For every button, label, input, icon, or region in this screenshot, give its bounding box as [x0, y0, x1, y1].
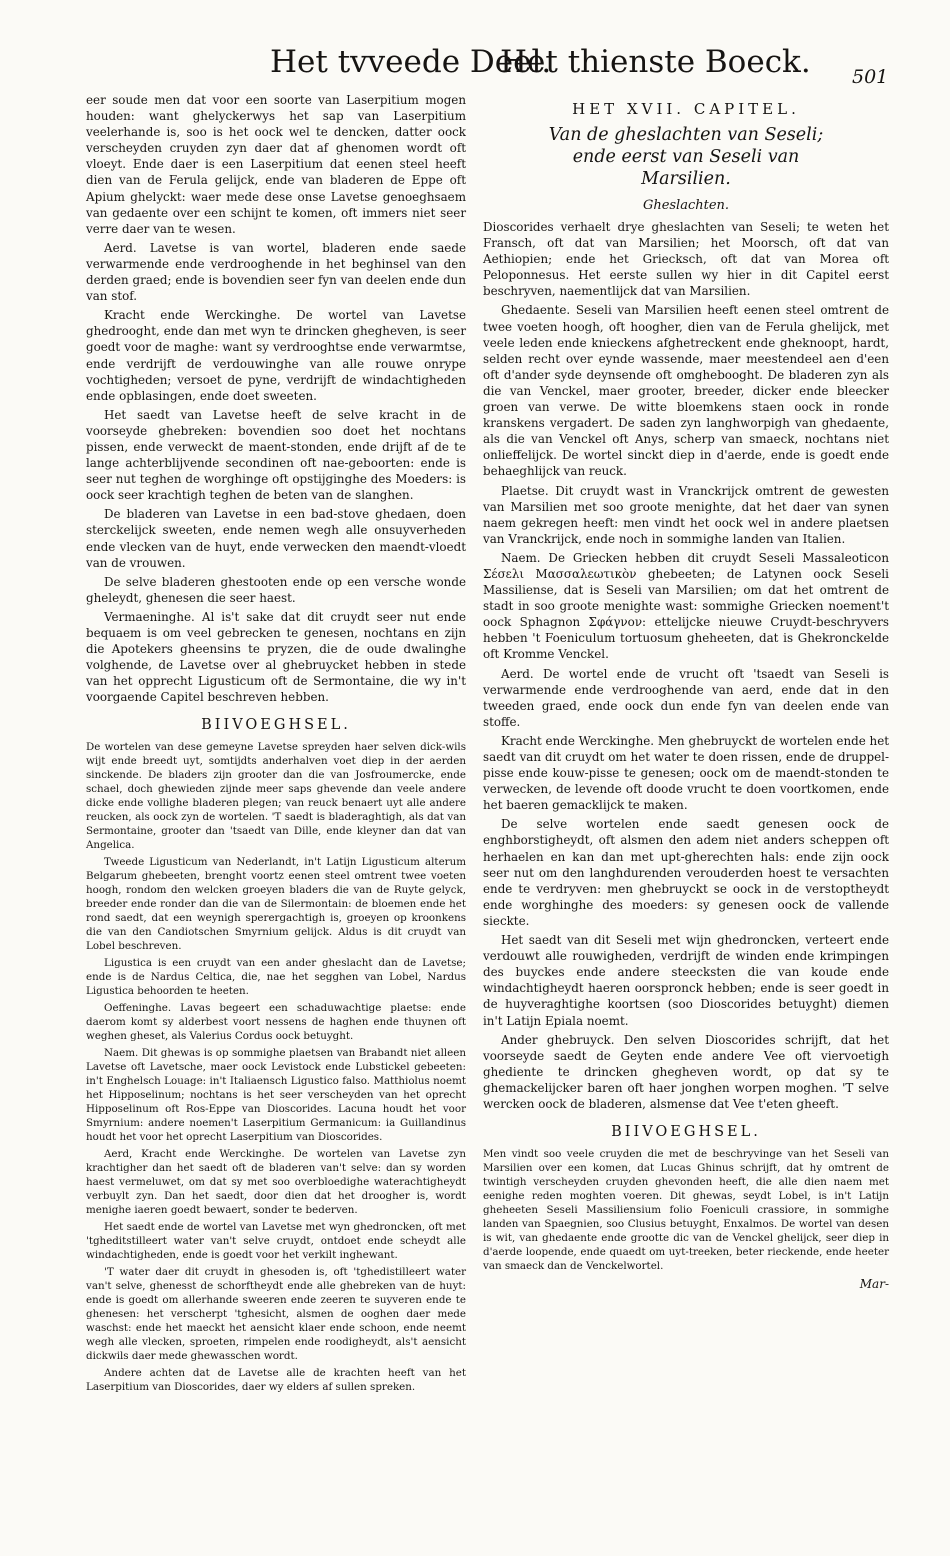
paragraph-saedt: Het saedt van Lavetse heeft de selve kracht in de voorseyde ghebreken: bovendien soo doet het nochtans pissen, ende verweckt de maent-stonden, ende drijft af de te lange achterblijvende secondinen oft nae-geboorten: ende is seer nut teghen de worghinge oft opstijginghe des Moeders: is oock seer krachtigh teghen de beten van de slanghen. [86, 407, 466, 503]
paragraph-vermaeninghe: Vermaeninghe. Al is't sake dat dit cruydt seer nut ende bequaem is om veel gebrecken te genesen, nochtans en zijn die Apotekers gheensins te pryzen, die de oude dwalinghe volghende, de Lavetse over al ghebruycket hebben in stede van het opprecht Ligusticum oft de Sermontaine, die wy in't voorgaende Capitel beschreven hebben. [86, 609, 466, 705]
chapter-title-line-1: Van de gheslachten van Seseli; [548, 125, 824, 145]
catchword: Mar- [859, 1277, 889, 1292]
bijvoeghsel-heading-left: BIIVOEGHSEL. [201, 717, 351, 734]
paragraph-aerd: Aerd. Lavetse is van wortel, bladeren ende saede verwarmende ende verdrooghende in het beghinsel van den derden graed; ende is bovendien seer fyn van deelen ende dun van stof. [86, 240, 466, 304]
part-title: Het tvveede Deel. [270, 44, 552, 80]
bijvoeghsel-oeffeninghe: Oeffeninghe. Lavas begeert een schaduwachtige plaetse: ende daerom komt sy alderbest voort nessens de haghen ende thuynen oft weghen gheset, als Valerius Cordus oock betuyght. [86, 1002, 466, 1043]
paragraph-bladeren: De bladeren van Lavetse in een bad-stove ghedaen, doen sterckelijck sweeten, ende nemen wegh alle onsuyverheden ende vlecken van de huyt, ende verwecken den maendt-vloedt van de vrouwen. [86, 507, 466, 570]
chapter-heading: HET XVII. CAPITEL. [572, 100, 800, 118]
bijvoeghsel-saedt-wortel: Het saedt ende de wortel van Lavetse met wyn ghedroncken, oft met 'tgheditstilleert water van't selve cruydt, ontdoet ende scheydt alle windachtigheden, ende is goedt voor het verkilt inghewant. [86, 1221, 466, 1262]
paragraph-engborstigheydt: De selve wortelen ende saedt genesen oock de enghborstigheydt, oft alsmen den adem niet anders scheppen oft herhaelen en kan dan met upt-gherechten hals: ende zijn oock seer nut om den langhdurenden verouderden hoest te versachten ende te verdryven: men ghebruyckt se oock in de verstoptheydt ende worghinghe des moeders: sy genesen oock de vallende sieckte. [483, 817, 889, 928]
right-column [483, 92, 889, 1291]
running-header [0, 44, 950, 88]
paragraph-laserpitium: eer soude men dat voor een soorte van Laserpitium mogen houden: want ghelyckerwys het sap van Laserpitium veelerhande is, soo is het oock wel te dencken, datter oock verscheyden cruyden zyn daer dat af ghenomen wordt oft vloeyt. Ende daer is een Laserpitium dat eenen steel heeft dien van de Ferula gelijck, ende van bladeren de Eppe oft Apium ghelyckt: waer mede dese onse Lavetse genoeghsaem van gedaente over een schijnt te komen, oft immers niet seer verre daer van te wesen. [86, 93, 466, 236]
bijvoeghsel-heading-right: BIIVOEGHSEL. [611, 1124, 761, 1141]
bijvoeghsel-naem: Naem. Dit ghewas is op sommighe plaetsen van Brabandt niet alleen Lavetse oft Lavetsche, maer oock Levistock ende Lubstickel gebeeten: in't Enghelsch Louage: in't Italiaensch Ligustico falso. Matthiolus noemt het Hipposelinum; nochtans is het seer verscheyden van het oprecht Hipposelinum oft Ros-Eppe van Dioscorides. Lacuna houdt het voor Smyrnium: andere noemen't Laserpitium Germanicum: ia Guillandinus houdt het voor het oprecht Laserpitium van Dioscorides. [86, 1047, 466, 1144]
paragraph-kracht: Kracht ende Werckinghe. Men ghebruyckt de wortelen ende het saedt van dit cruydt om het water te doen rissen, ende de druppel-pisse ende kouw-pisse te genesen; oock om de maendt-stonden te verwecken, de levende oft doode vrucht te doen voortkomen, ende het baeren gemacklijck te maken. [483, 733, 890, 813]
paragraph-ander-ghebruyck: Ander ghebruyck. Den selven Dioscorides schrijft, dat het voorseyde saedt de Geyten ende andere Vee oft viervoetigh ghediente te drincken ghegheven wordt, op dat sy te ghemackelijcker baren oft haer jonghen worpen moghen. 'T selve wercken oock de bladeren, alsmense dat Vee t'eten gheeft. [483, 1032, 889, 1111]
paragraph-plaetse: Plaetse. Dit cruydt wast in Vranckrijck omtrent de gewesten van Marsilien met soo groote menighte, dat het daer van synen naem gekregen heeft: men vindt het oock wel in andere plaetsen van Vranckrijck, ende noch in sommighe landen van Italien. [483, 483, 889, 546]
left-column [86, 92, 466, 1397]
paragraph-intro: Dioscorides verhaelt drye gheslachten van Seseli; te weten het Fransch, oft dat van Marsilien; het Moorsch, oft dat van Aethiopien; ende het Griecksch, oft dat van Morea oft Peloponnesus. Het eerste sullen wy hier in dit Capitel eerst beschryven, naementlijck dat van Marsilien. [483, 220, 889, 299]
chapter-title-line-2: ende eerst van Seseli van [572, 147, 800, 167]
bijvoeghsel-aerd-kracht: Aerd, Kracht ende Werckinghe. De wortelen van Lavetse zyn krachtigher dan het saedt oft de bladeren van't selve: dan sy worden haest vermeluwet, om dat sy met soo overbloedighe waterachtigheydt verbuylt zyn. Dan het saedt, door dien dat het droogher is, wordt menighe iaeren goedt bewaert, sonder te bederven. [86, 1148, 466, 1217]
book-title: Het thienste Boeck. [500, 44, 811, 80]
bijvoeghsel-seseli: Men vindt soo veele cruyden die met de beschryvinge van het Seseli van Marsilien over een komen, dat Lucas Ghinus schrijft, dat hy omtrent de twintigh verscheyden cruyden ghevonden heeft, die alle dien naem met eenighe reden moghten voeren. Dit ghewas, seydt Lobel, is in't Latijn gheheeten Seseli Massiliensium folio Foeniculi crassiore, in sommighe landen van Spaegnien, soo Clusius betuyght, Enxalmos. De wortel van desen is wit, van ghedaente ende grootte dic van de Venckel ghelijck, seer diep in d'aerde loopende, ende quaedt om uyt-treeken, beter rieckende, ende heeter van smaeck dan de Venckelwortel. [483, 1148, 889, 1273]
paragraph-wonde: De selve bladeren ghestooten ende op een versche wonde gheleydt, ghenesen die seer haest. [86, 574, 466, 605]
paragraph-naem: Naem. De Griecken hebben dit cruydt Seseli Massaleoticon Σέσελι Μασσαλεωτικὸν ghebeeten; de Latynen oock Seseli Massiliense, dat is Seseli van Marsilien; om dat het omtrent de stadt in soo groote menighte wast: sommighe Griecken noement't oock Sphagnon Σφάγνον: ettelijcke nieuwe Cruydt-beschryvers hebben 't Foeniculum tortuosum gheheeten, dat is Ghekronckelde oft Kromme Venckel. [483, 550, 889, 662]
page-number: 501 [852, 66, 889, 88]
chapter-title-line-3: Marsilien. [641, 169, 731, 189]
bijvoeghsel-ligustica: Ligustica is een cruydt van een ander gheslacht dan de Lavetse; ende is de Nardus Celtica, die, nae het segghen van Lobel, Nardus Ligustica behoorden te heeten. [86, 957, 466, 998]
paragraph-kracht: Kracht ende Werckinghe. De wortel van Lavetse ghedrooght, ende dan met wyn te drincken ghegheven, is seer goedt voor de maghe: want sy verdrooghtse ende verwarmtse, ende verdrijft de verdouwinghe van alle rouwe onrype vochtigheden; versoet de pyne, verdrijft de windachtigheden ende opblasingen, ende doet sweeten. [86, 308, 466, 403]
paragraph-saedt-wijn: Het saedt van dit Seseli met wijn ghedroncken, verteert ende verdouwt alle rouwigheden, verdrijft de winden ende krimpingen des buyckes ende andere steecksten die van koude ende windachtigheydt haeren oorspronck hebben; ende is seer goedt in de huyveraghtighe koortsen (soo Dioscorides betuyght) diemen in't Latijn Epiala noemt. [483, 933, 889, 1028]
paragraph-aerd: Aerd. De wortel ende de vrucht oft 'tsaedt van Seseli is verwarmende ende verdrooghende van aerd, ende dat in den tweeden graed, ende oock dun ende fyn van deelen ende van stoffe. [483, 666, 889, 729]
paragraph-ghedaente: Ghedaente. Seseli van Marsilien heeft eenen steel omtrent de twee voeten hoogh, oft hoogher, dien van de Ferula ghelijck, met veele leden ende knieckens afghetreckent ende gheknoopt, hardt, selden recht over eynde wassende, maer meestendeel aen d'een oft d'ander syde deynsende oft omghebooght. De bladeren zyn als die van Venckel, maer grooter, breeder, dicker ende bleecker groen van verwe. De witte bloemkens staen oock in ronde kranskens vergadert. De saden zyn langhworpigh van ghedaente, als die van Venckel oft Anys, scherp van smaeck, nochtans niet onlieffelijck. De wortel sinckt diep in d'aerde, ende is goedt ende behaeghlijck van reuck. [483, 303, 889, 479]
subheading-gheslachten: Gheslachten. [642, 198, 730, 213]
bijvoeghsel-water: 'T water daer dit cruydt in ghesoden is, oft 'tghedistilleert water van't selve, ghenesst de schorftheydt ende alle ghebreken van de huyt: ende is goedt om allerhande sweeren ende zeeren te suyveren ende te ghenesen: het verscherpt 'tghesicht, alsmen de ooghen daer mede waschst: ende het maeckt het aensicht klaer ende schoon, ende neemt wegh alle vlecken, sproeten, rimpelen ende roodigheydt, als't aensicht dickwils daer mede ghewasschen wordt. [86, 1266, 466, 1363]
bijvoeghsel-tweede-ligusticum: Tweede Ligusticum van Nederlandt, in't Latijn Ligusticum alterum Belgarum ghebeeten, brenght voortz eenen steel omtrent twee voeten hoogh, rondom den welcken groeyen bladers die van de Ruyte gelyck, breeder ende ronder dan die van de Silermontain: de bloemen ende het rond saedt, dat een weynigh sperergachtigh is, groeyen op kroonkens die van den Candiotschen Smyrnium gelijck. Aldus is dit cruydt van Lobel beschreven. [86, 856, 466, 953]
bijvoeghsel-wortelen: De wortelen van dese gemeyne Lavetse spreyden haer selven dick-wils wijt ende breedt uyt, somtijdts anderhalven voet diep in der aerden sinckende. De bladers zijn grooter dan die van Josfroumercke, ende schael, doch ghewieden zijnde meer saps ghevende dan veele andere dicke ende vollighe bladeren plegen; van reuck benaert uyt alle andere reucken, als oock zyn de wortelen. 'T saedt is bladeraghtigh, als dat van Sermontaine, grooter dan 'tsaedt van Dille, ende kleyner dan dat van Angelica. [86, 741, 466, 852]
bijvoeghsel-andere: Andere achten dat de Lavetse alle de krachten heeft van het Laserpitium van Dioscorides, daer wy elders af sullen spreken. [86, 1367, 466, 1394]
